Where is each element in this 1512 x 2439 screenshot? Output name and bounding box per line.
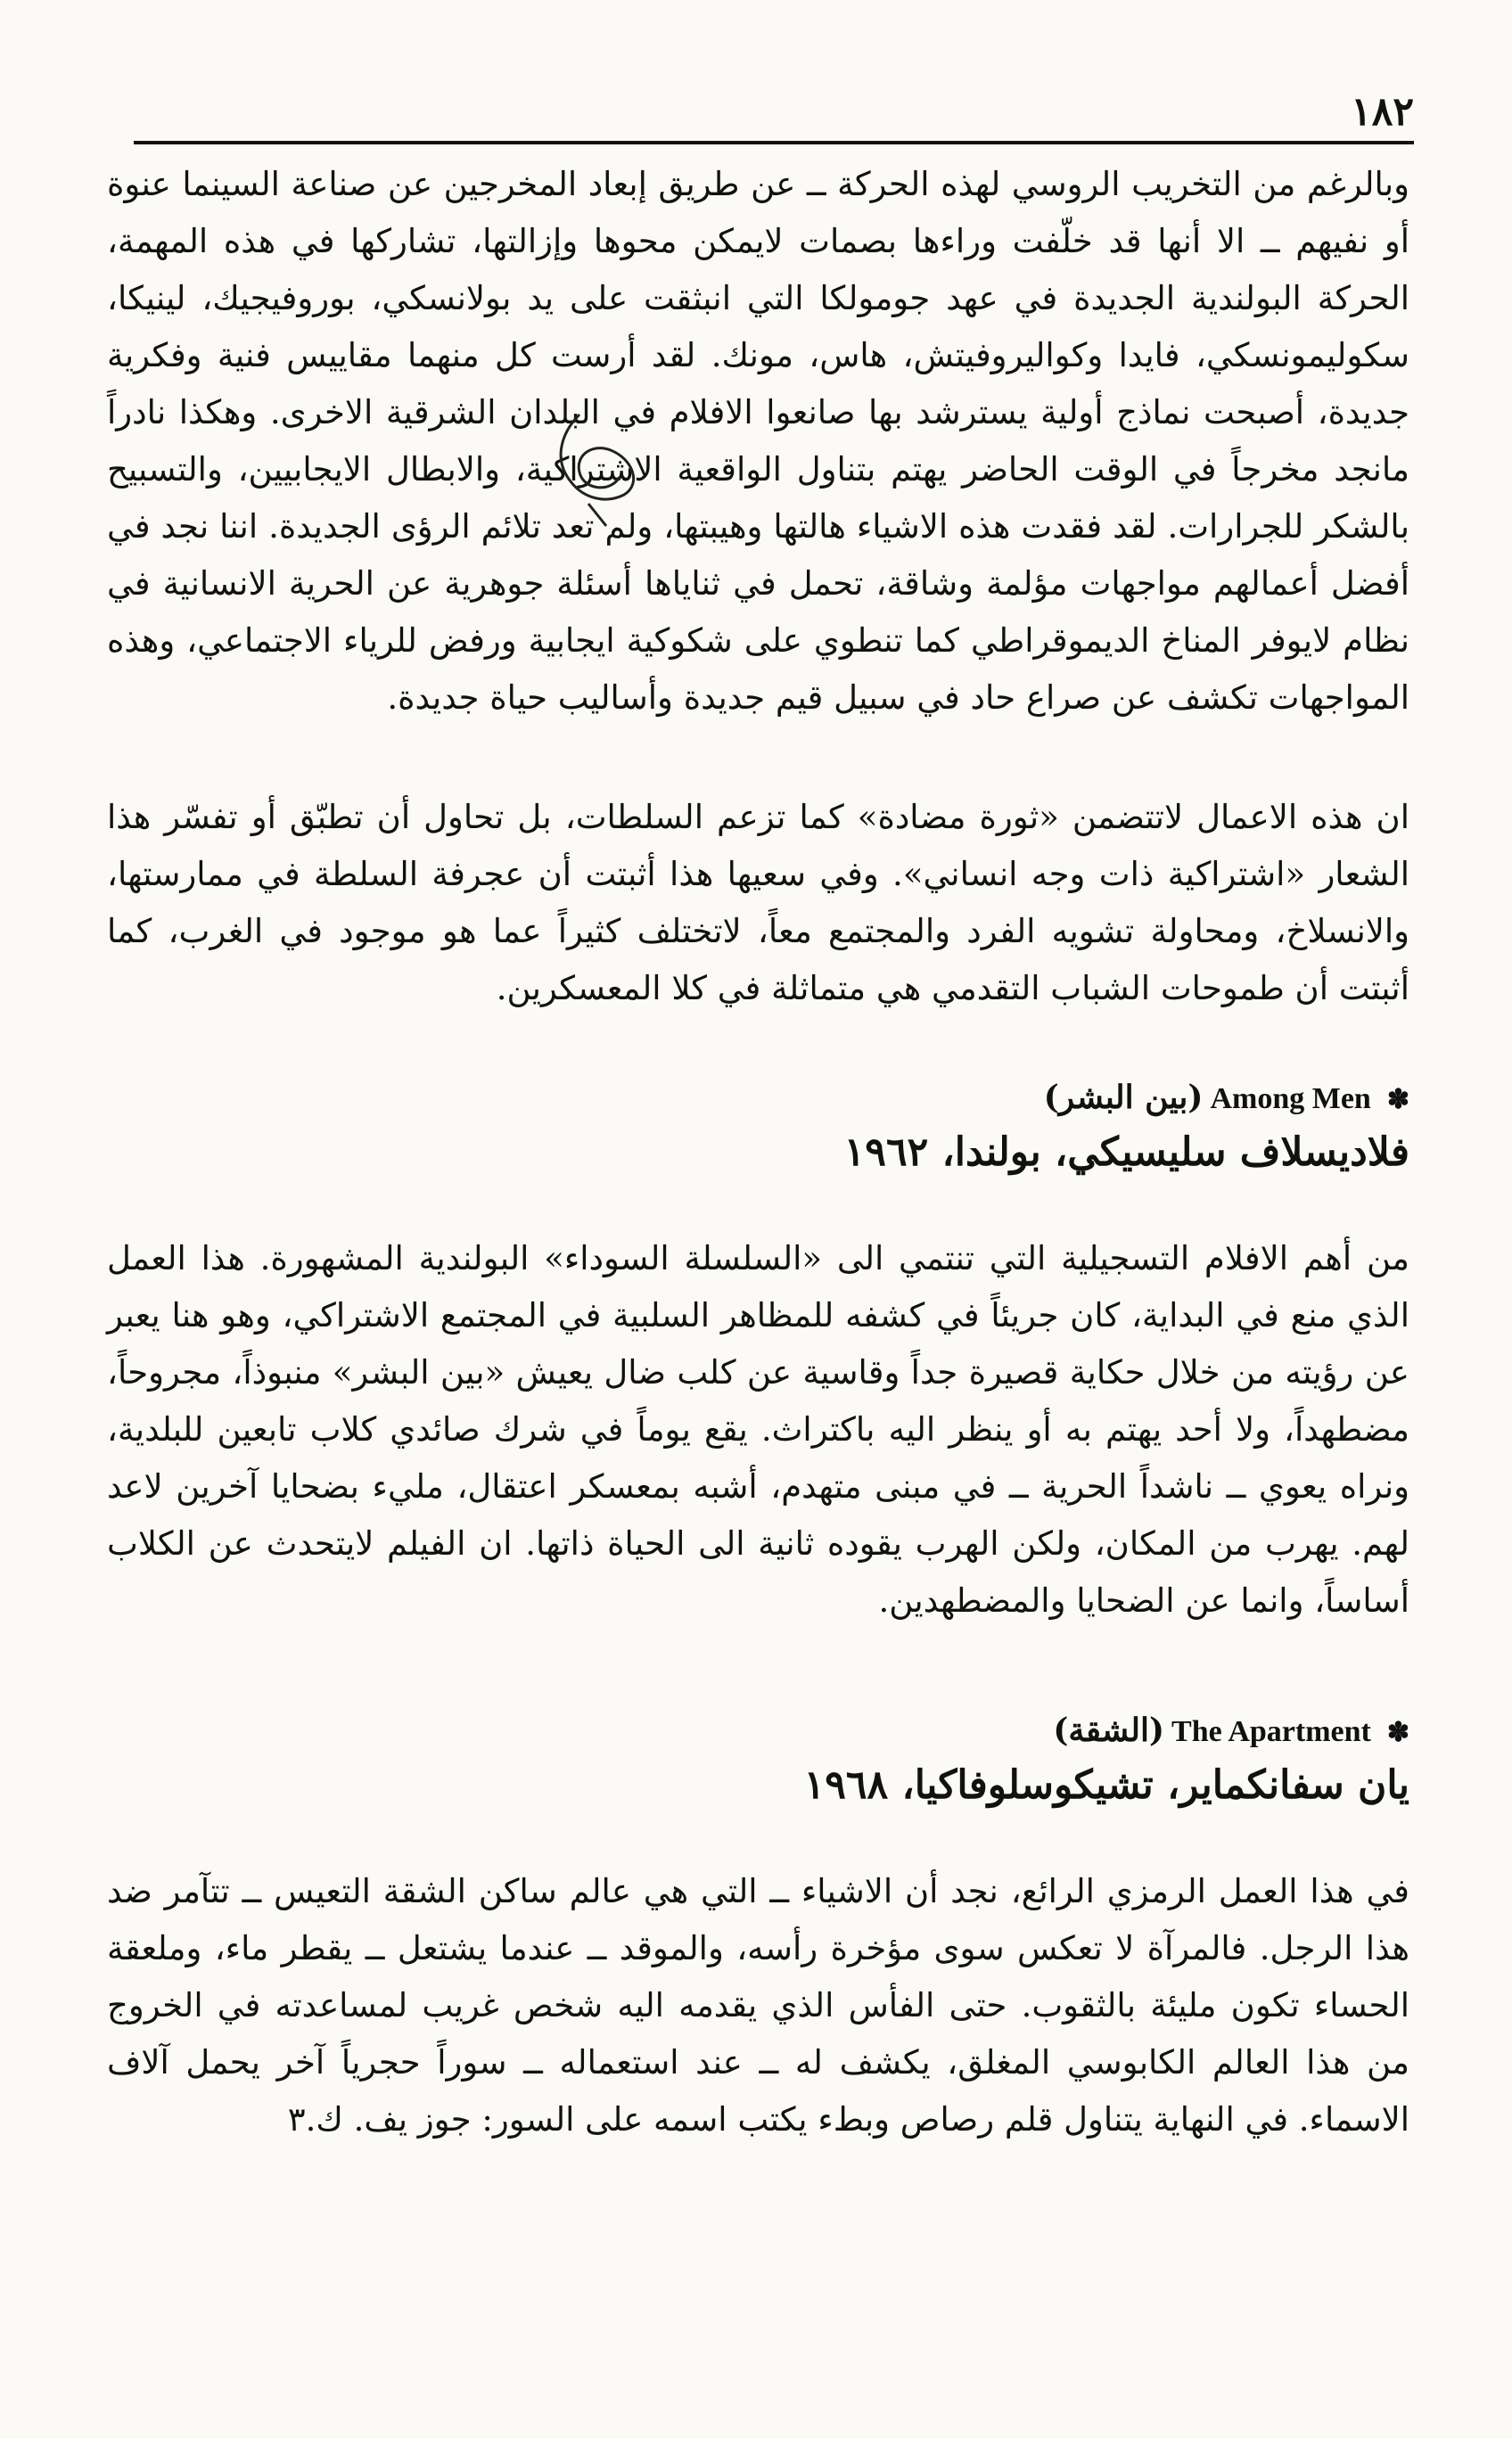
film-title-arabic: (بين البشر) — [1043, 1079, 1204, 1116]
paragraph-intro: وبالرغم من التخريب الروسي لهذه الحركة ــ عن طريق إبعاد المخرجين عن صناعة السينما عنوة أو نفيهم ــ الا أنها قد خلّفت وراءها بصمات لايمكن محوها وإزالتها، تشاركها في هذه المهمة، الحركة البولندية الجديدة في عهد جومولكا التي انبثقت على يد بولانسكي، بوروفيجيك، لينيكا، سكوليمونسكي، فايدا وكواليروفيتش، هاس، مونك. لقد أرست كل منهما مقاييس فنية وفكرية جديدة، أصبحت نماذج أولية يسترشد بها صانعوا الافلام في البلدان الشرقية الاخرى. وهكذا نادراً مانجد مخرجاً في الوقت الحاضر يهتم بتناول الواقعية الاشتراكية، والابطال الايجابيين، والتسبيح بالشكر للجرارات. لقد فقدت هذه الاشياء هالتها وهيبتها، ولم تعد تلائم الرؤى الجديدة. اننا نجد في أفضل أعمالهم مواجهات مؤلمة وشاقة، تحمل في ثناياها أسئلة جوهرية عن الحرية الانسانية في نظام لايوفر المناخ الديموقراطي كما تنطوي على شكوكية ايجابية ورفض للرياء الاجتماعي، وهذه المواجهات تكشف عن صراع حاد في سبيل قيم جديدة وأساليب حياة جديدة. — [107, 165, 1409, 717]
film-title-arabic: (الشقة) — [1053, 1712, 1165, 1749]
star-icon: ✽ — [1386, 1717, 1409, 1748]
film-title-english: Among Men — [1210, 1082, 1371, 1115]
header-rule — [134, 141, 1414, 144]
page-number: ١٨٢ — [1351, 89, 1414, 135]
film-title-line — [107, 1707, 1409, 1756]
film-title-line — [107, 1074, 1409, 1123]
paragraph-counter-revolution: ان هذه الاعمال لاتتضمن «ثورة مضادة» كما تزعم السلطات، بل تحاول أن تطبّق أو تفسّر هذا الشعار «اشتراكية ذات وجه انساني». وفي سعيها هذا أثبتت أن عجرفة السلطة في ممارستها، والانسلاخ، ومحاولة تشويه الفرد والمجتمع معاً، لاتختلف كثيراً عما هو موجود في الغرب، كما أثبتت أن طموحات الشباب التقدمي هي متماثلة في كلا المعسكرين. — [107, 798, 1409, 1007]
paragraph-apartment: في هذا العمل الرمزي الرائع، نجد أن الاشياء ــ التي هي عالم ساكن الشقة التعيس ــ تتآمر ضد هذا الرجل. فالمرآة لا تعكس سوى مؤخرة رأسه، والموقد ــ عندما يشتعل ــ يقطر ماء، وملعقة الحساء تكون مليئة بالثقوب. حتى الفأس الذي يقدمه اليه شخص غريب لمساعدته في الخروج من هذا العالم الكابوسي المغلق، يكشف له ــ عند استعماله ــ سوراً حجرياً آخر يحمل آلاف الاسماء. في النهاية يتناول قلم رصاص وبطء يكتب اسمه على السور: جوز يف. ك.٣ — [107, 1872, 1409, 2139]
film-title-english: The Apartment — [1171, 1715, 1371, 1748]
film-heading-apartment — [107, 1707, 1409, 1815]
handwritten-mark-icon — [526, 397, 686, 530]
paragraph-among-men: من أهم الافلام التسجيلية التي تنتمي الى «السلسلة السوداء» البولندية المشهورة. هذا العمل الذي منع في البداية، كان جريئاً في كشفه للمظاهر السلبية في المجتمع الاشتراكي، وهو هنا يعبر عن رؤيته من خلال حكاية قصيرة جداً وقاسية عن كلب ضال يعيش «بين البشر» منبوذاً، مجروحاً، مضطهداً، ولا أحد يهتم به أو ينظر اليه باكتراث. يقع يوماً في شرك صائدي كلاب تابعين للبلدية، ونراه يعوي ــ ناشداً الحرية ــ في مبنى متهدم، أشبه بمعسكر اعتقال، مليء بضحايا آخرين لاعد لهم. يهرب من المكان، ولكن الهرب يقوده ثانية الى الحياة ذاتها. ان الفيلم لايتحدث عن الكلاب أساساً، وانما عن الضحايا والمضطهدين. — [107, 1239, 1409, 1620]
film-credit: فلاديسلاف سليسيكي، بولندا، ١٩٦٢ — [843, 1129, 1409, 1175]
film-credit: يان سفانكماير، تشيكوسلوفاكيا، ١٩٦٨ — [803, 1762, 1409, 1808]
film-heading-among-men — [107, 1074, 1409, 1182]
star-icon: ✽ — [1386, 1084, 1409, 1115]
